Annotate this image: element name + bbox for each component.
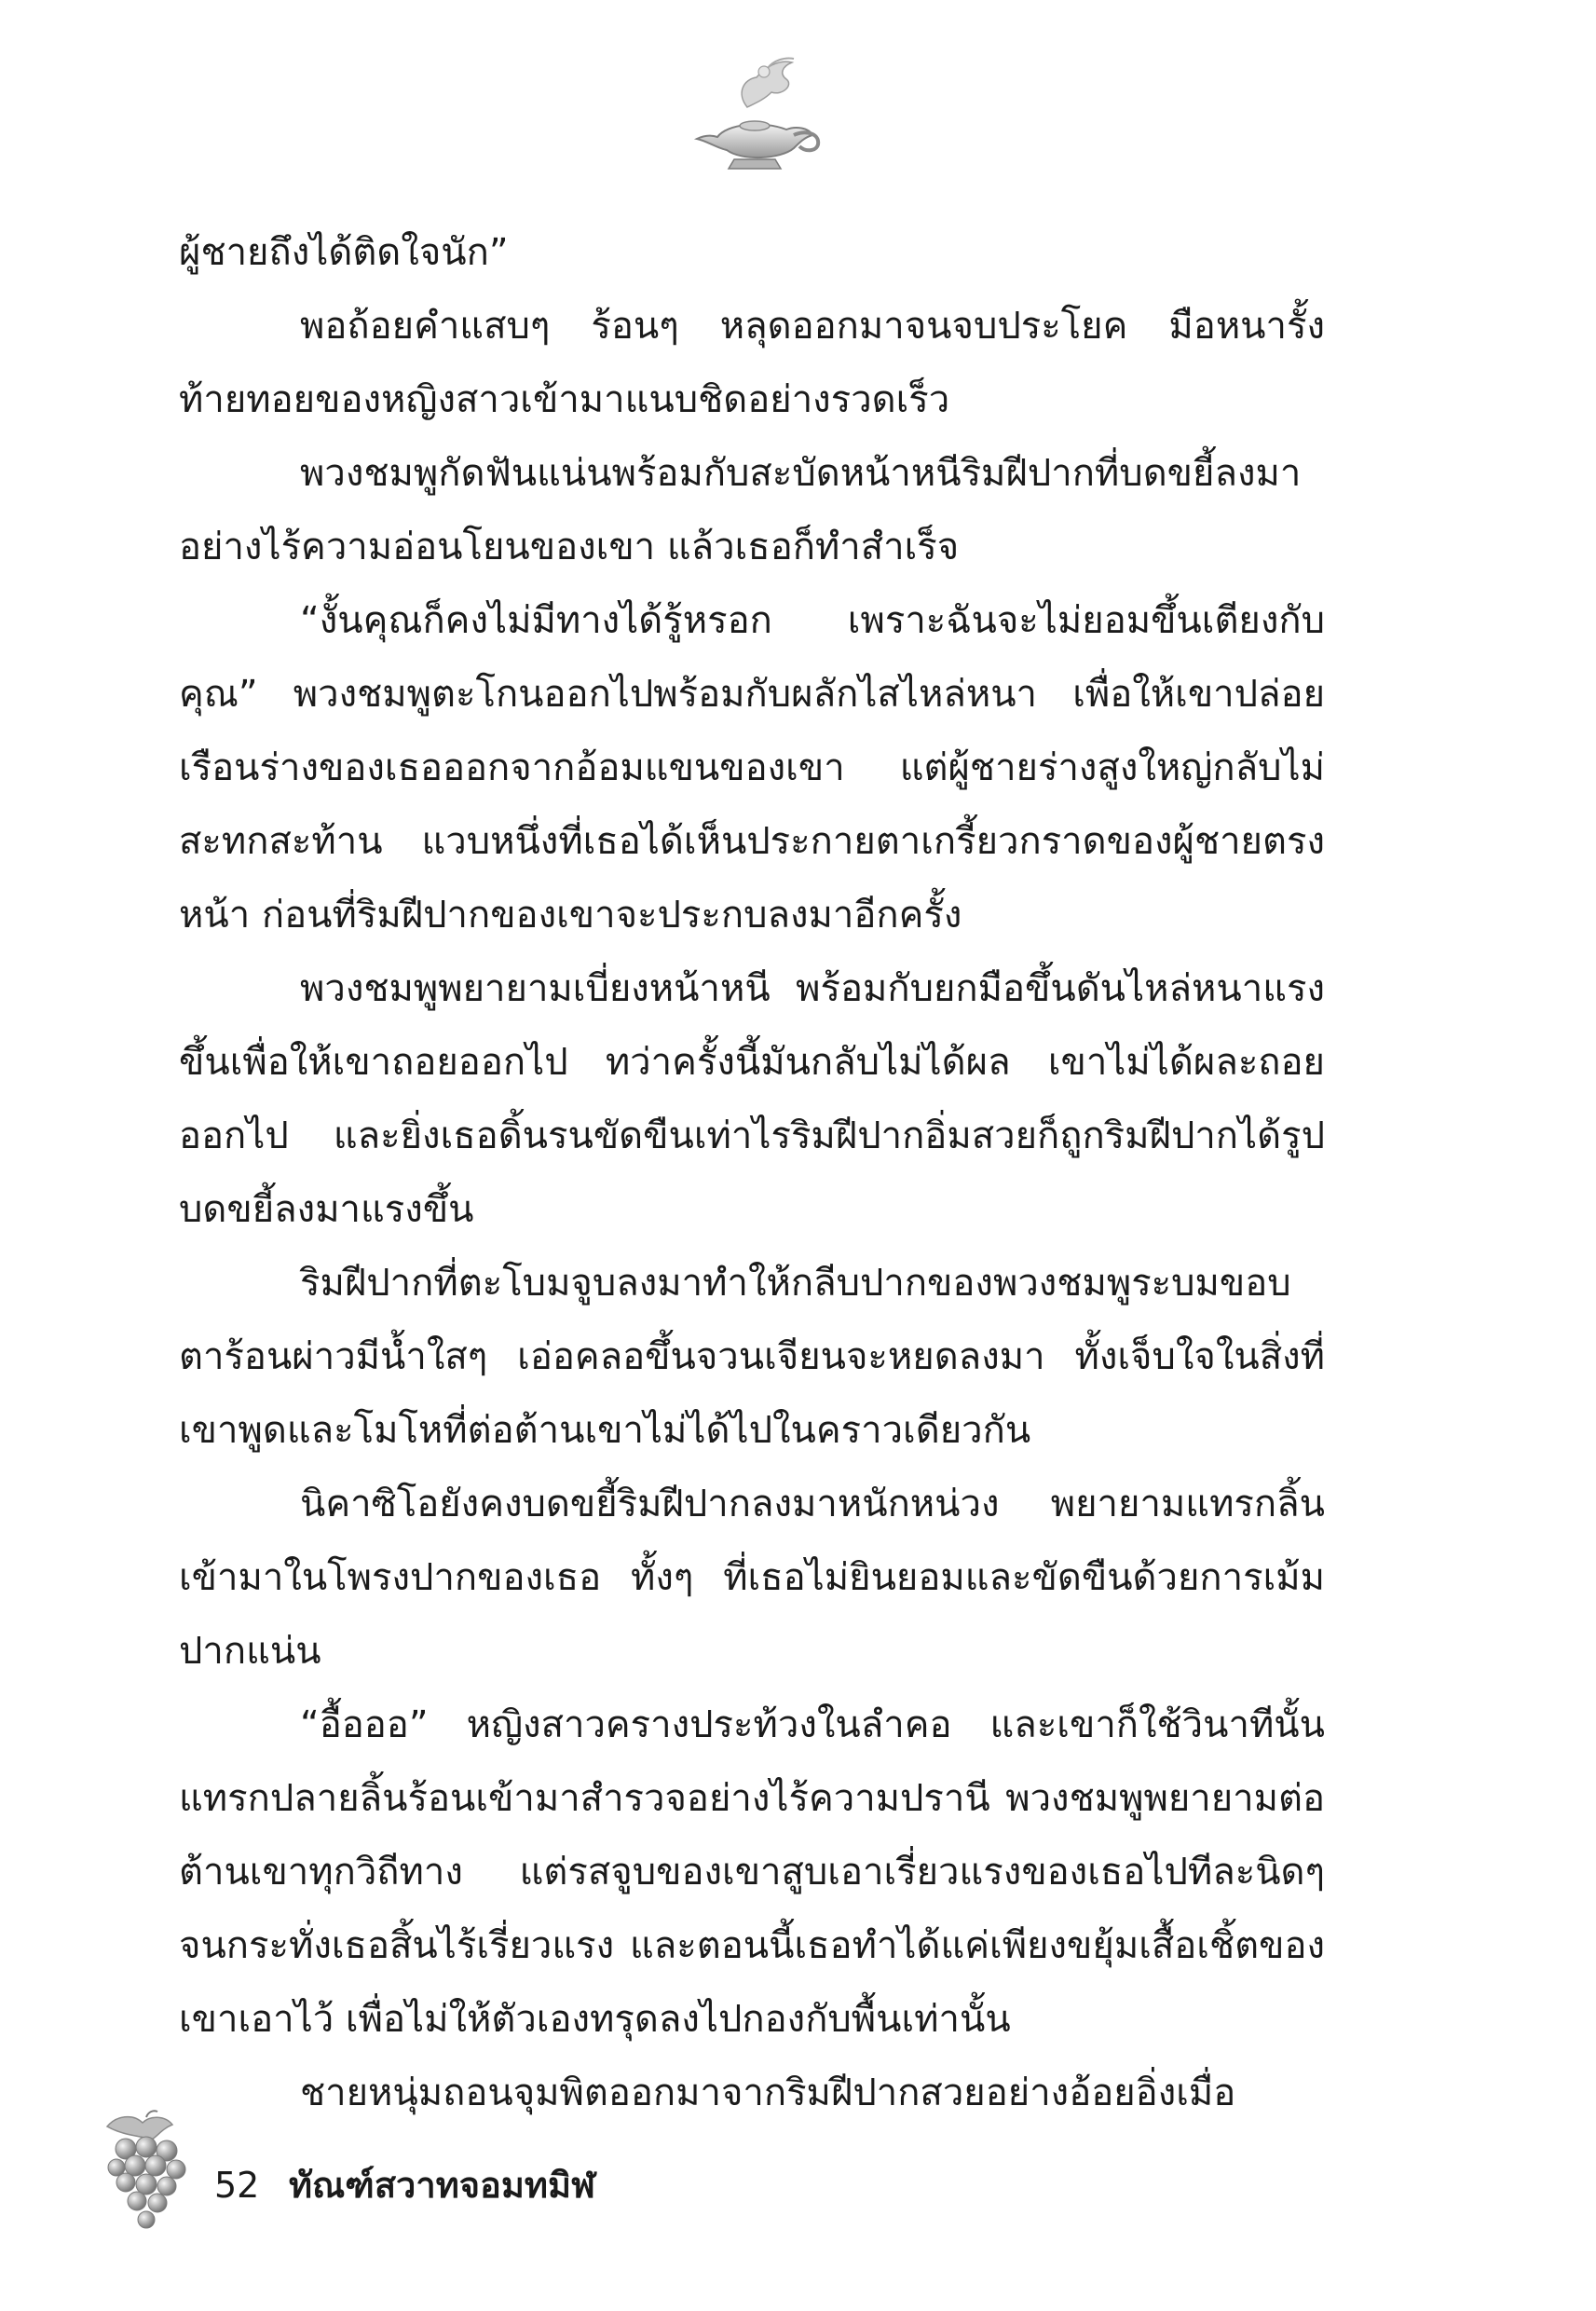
paragraph-5: พวงชมพูพยายามเบี่ยงหน้าหนี พร้อมกับยกมือขึ้นดันไหล่หนาแรงขึ้นเพื่อให้เขาถอยออกไป ทว่าครั้งนี้มันกลับไม่ได้ผล เขาไม่ได้ผละถอยออกไป และยิ่งเธอดิ้นรนขัดขืนเท่าไรริมฝีปากอิ่มสวยก็ถูกริมฝีปากได้รูปบดขยี้ลงมาแรงขึ้น <box>179 967 1325 1231</box>
grape-cluster-icon <box>98 2108 200 2248</box>
paragraph-9: ชายหนุ่มถอนจุมพิตออกมาจากริมฝีปากสวยอย่างอ้อยอิ่งเมื่อ <box>300 2072 1236 2114</box>
paragraph-4: “งั้นคุณก็คงไม่มีทางได้รู้หรอก เพราะฉันจะไม่ยอมขึ้นเตียงกับคุณ” พวงชมพูตะโกนออกไปพร้อมกับผลักไสไหล่หนา เพื่อให้เขาปล่อยเรือนร่างของเธอออกจากอ้อมแขนของเขา แต่ผู้ชายร่างสูงใหญ่กลับไม่สะทกสะท้าน แวบหนึ่งที่เธอได้เห็นประกายตาเกรี้ยวกราดของผู้ชายตรงหน้า ก่อนที่ริมฝีปากของเขาจะประกบลงมาอีกครั้ง <box>179 599 1325 937</box>
page-footer <box>98 2108 750 2248</box>
paragraph-1: ผู้ชายถึงได้ติดใจนัก” <box>179 231 509 274</box>
paragraph-8: “อื้อออ” หญิงสาวครางประท้วงในลำคอ และเขาก็ใช้วินาทีนั้นแทรกปลายลิ้นร้อนเข้ามาสำรวจอย่างไร้ความปรานี พวงชมพูพยายามต่อต้านเขาทุกวิถีทาง แต่รสจูบของเขาสูบเอาเรี่ยวแรงของเธอไปทีละนิดๆ จนกระทั่งเธอสิ้นไร้เรี่ยวแรง และตอนนี้เธอทำได้แค่เพียงขยุ้มเสื้อเชิ้ตของเขาเอาไว้ เพื่อไม่ให้ตัวเองทรุดลงไปกองกับพื้นเท่านั้น <box>179 1703 1325 2041</box>
genie-lamp-icon <box>689 51 829 177</box>
paragraph-3: พวงชมพูกัดฟันแน่นพร้อมกับสะบัดหน้าหนีริมฝีปากที่บดขยี้ลงมาอย่างไร้ความอ่อนโยนของเขา แล้วเธอก็ทำสำเร็จ <box>179 452 1302 568</box>
paragraph-2: พอถ้อยคำแสบๆ ร้อนๆ หลุดออกมาจนจบประโยค มือหนารั้งท้ายทอยของหญิงสาวเข้ามาแนบชิดอย่างรวดเร็ว <box>179 305 1325 421</box>
page-number: 52 <box>214 2165 260 2206</box>
page-body <box>179 216 1325 2130</box>
book-title: ทัณฑ์สวาทจอมทมิฬ <box>289 2165 595 2206</box>
paragraph-6: ริมฝีปากที่ตะโบมจูบลงมาทำให้กลีบปากของพวงชมพูระบมขอบตาร้อนผ่าวมีน้ำใสๆ เอ่อคลอขึ้นจวนเจียนจะหยดลงมา ทั้งเจ็บใจในสิ่งที่เขาพูดและโมโหที่ต่อต้านเขาไม่ได้ไปในคราวเดียวกัน <box>179 1262 1325 1452</box>
paragraph-7: นิคาซิโอยังคงบดขยี้ริมฝีปากลงมาหนักหน่วง พยายามแทรกลิ้นเข้ามาในโพรงปากของเธอ ทั้งๆ ที่เธอไม่ยินยอมและขัดขืนด้วยการเม้มปากแน่น <box>179 1483 1325 1673</box>
